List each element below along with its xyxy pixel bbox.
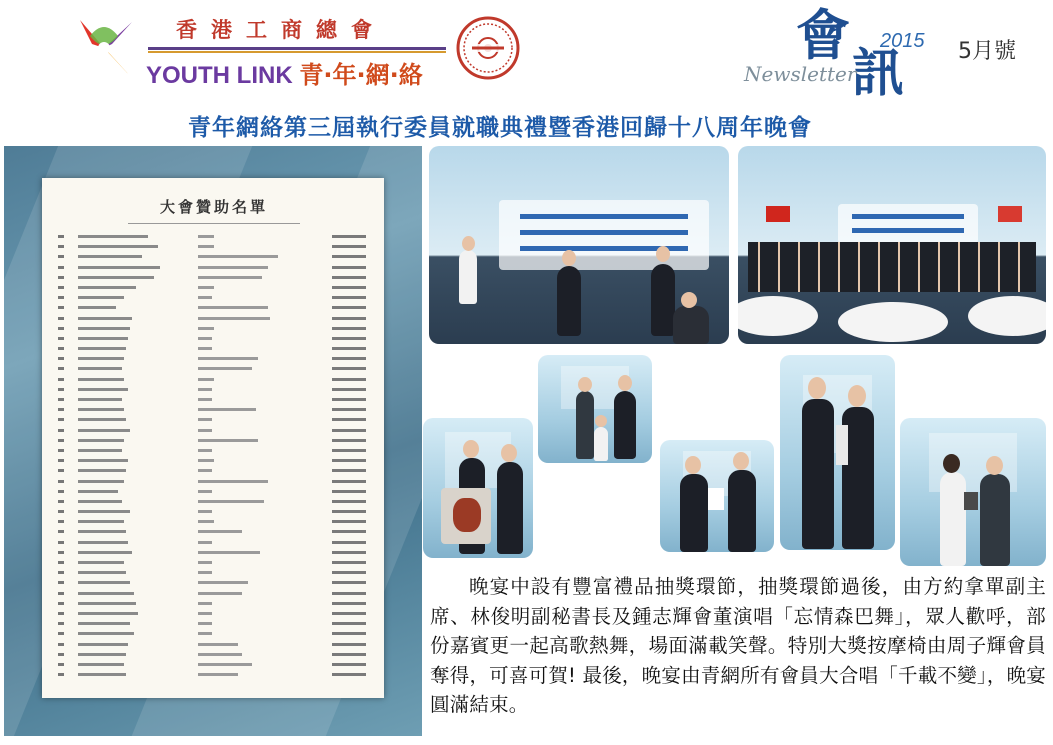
sponsor-row [58,293,370,303]
sponsor-row [58,507,370,517]
sponsor-row [58,303,370,313]
sponsor-row [58,314,370,324]
sponsor-row [58,273,370,283]
sponsor-row [58,232,370,242]
sponsor-row [58,426,370,436]
article-headline: 青年網絡第三屆執行委員就職典禮暨香港回歸十八周年晚會 [188,114,812,141]
sponsor-row [58,640,370,650]
sponsor-row [58,497,370,507]
sponsor-row [58,609,370,619]
photo-award-5 [900,418,1046,566]
sponsor-row [58,629,370,639]
photo-award-2 [423,418,533,558]
chamber-seal-icon [456,16,520,80]
sponsor-row [58,517,370,527]
org-name-en [146,55,423,90]
photo-award-3 [660,440,774,552]
sponsor-list-sheet [42,178,384,698]
header-divider-gold [148,51,446,53]
sponsor-row [58,670,370,680]
article-caption: 晚宴中設有豐富禮品抽獎環節，抽獎環節過後，由方約拿單副主席、林俊明副秘書長及鍾志輝會董演唱「忘情森巴舞」，眾人歡呼，部份嘉賓更一起高歌熱舞，場面滿載笑聲。特別大獎按摩椅由周子輝會員奪得，可喜可賀! 最後，晚宴由青網所有會員大合唱「千載不變」，晚宴圓滿結束。 [430,575,1046,717]
photo-award-4 [780,355,895,550]
newsletter-script: Newsletter [744,62,857,86]
sponsor-row [58,395,370,405]
sponsor-row [58,324,370,334]
sponsor-row [58,375,370,385]
photo-award-1 [538,355,652,463]
sponsor-row [58,558,370,568]
sponsor-row [58,263,370,273]
org-name-zh: 香港工商總會 [176,17,386,42]
sponsor-list-title: 大會贊助名單 [159,198,268,216]
sponsor-row [58,650,370,660]
newsletter-year: 2015 [880,30,925,52]
sponsor-row [58,619,370,629]
sponsor-row [58,527,370,537]
sponsor-row [58,538,370,548]
youth-link-logo-icon [70,14,138,82]
sponsor-row [58,456,370,466]
sponsor-row [58,415,370,425]
sponsor-row [58,252,370,262]
sponsor-row [58,446,370,456]
sponsor-row [58,477,370,487]
newsletter-char-2: 訊 [852,43,905,104]
sponsor-row [58,364,370,374]
sponsor-row [58,405,370,415]
sponsor-row [58,354,370,364]
sponsor-row [58,660,370,670]
org-name-en-zh: 青·年·網·絡 [299,61,423,89]
sponsor-row [58,344,370,354]
sponsor-list-photo [4,146,422,736]
org-name-en-text: YOUTH LINK [146,62,293,89]
newsletter-char-1: 會 [796,3,850,67]
sponsor-row [58,436,370,446]
sponsor-row [58,334,370,344]
sponsor-row [58,466,370,476]
issue-label: 5月號 [958,39,1016,64]
photo-group-stage [738,146,1046,344]
header-divider [148,47,446,50]
sponsor-list-rows [58,232,370,680]
sponsor-row [58,385,370,395]
sponsor-row [58,589,370,599]
photo-stage-lottery [429,146,729,344]
sponsor-row [58,548,370,558]
sponsor-row [58,242,370,252]
sponsor-row [58,599,370,609]
sponsor-row [58,283,370,293]
sponsor-row [58,568,370,578]
sponsor-row [58,578,370,588]
sponsor-row [58,487,370,497]
